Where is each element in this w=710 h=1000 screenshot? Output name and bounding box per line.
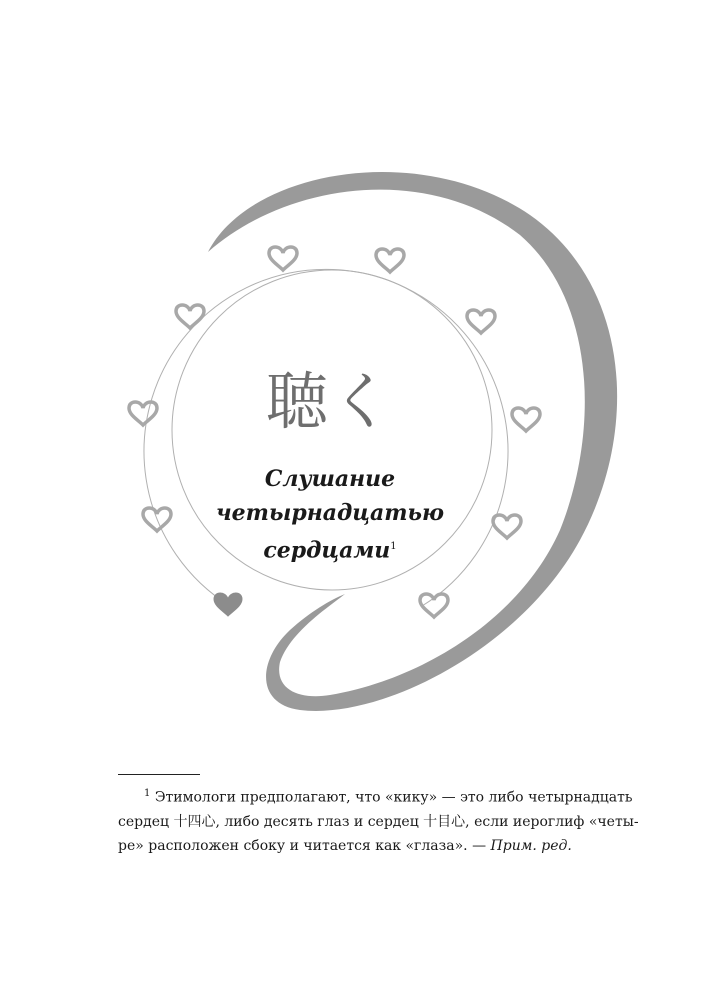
footnote-line-1-text: Этимологи предполагают, что «кику» — это либо четырнадцать [154,789,633,806]
footnote-line-3-text: ре» расположен сбоку и читается как «глаза». — [118,837,491,854]
heart-outline-icon [493,515,521,538]
title-line-3: сердцами [263,537,391,564]
heart-outline-icon [376,249,404,272]
heart-outline-icon [176,305,204,328]
heart-filled-icon [214,593,242,616]
footnote-line-2: сердец 十四心, либо десять глаз и сердец 十目心, если иероглиф «четы- [118,813,639,830]
title-footnote-ref[interactable]: 1 [390,541,397,552]
footnote [118,782,639,858]
heart-outline-icon [420,594,448,617]
footnote-line-1 [118,782,634,810]
heart-outline-icon [512,408,540,431]
editor-note: Прим. ред. [490,837,572,854]
heart-outline-icon [269,247,297,270]
heart-outline-icon [467,310,495,333]
footnote-line-3 [118,834,634,858]
heart-outline-icon [129,402,157,425]
footnote-mark: 1 [144,788,151,799]
title-line-1: Слушание [264,466,396,492]
kanji-heading: 聴く [265,365,394,438]
chapter-title [200,462,460,567]
footnote-rule [118,774,200,775]
title-line-2: четырнадцатью [215,500,445,526]
title-line-3-wrap [200,530,460,567]
